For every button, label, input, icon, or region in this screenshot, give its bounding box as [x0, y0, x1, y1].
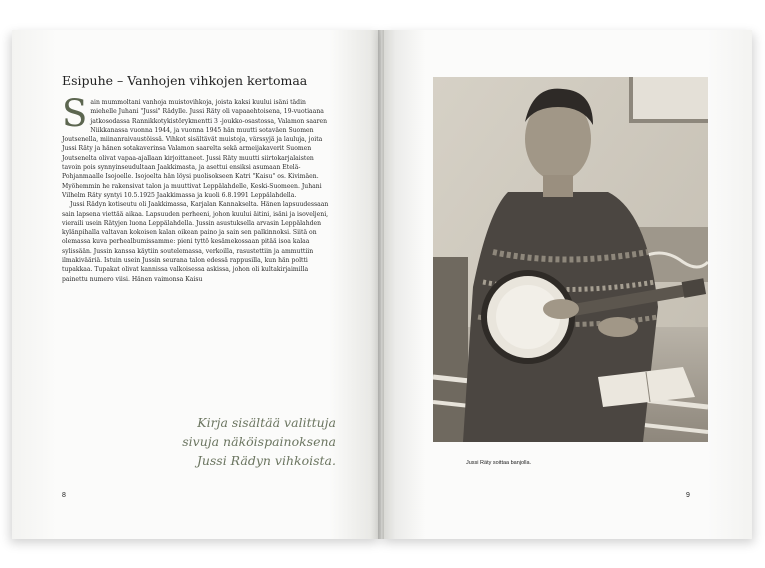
- photo-illustration: [433, 77, 708, 442]
- photo-banjo-player: [433, 77, 708, 442]
- quote-line-2: sivuja näköispainoksena: [182, 434, 336, 449]
- paragraph-1-text: ain mummoltani vanhoja muistovihkoja, joista kaksi kuului isäni tädin miehelle Juhani "Jussi" Rädylle. Jussi Räty oli vapaaehtoisena, 19-vuotiaana jatkosodassa Rannikkotykistörykmentti 3 -joukko-osastossa, Valamon saaren Niikkanassa vuonna 1944, ja vuonna 1945 hän muutti sotaväen Suomen Joutsenella, miinanraivaustöissä. Vihkot sisältävät muistoja, värssyjä ja lauluja, joita Jussi Räty ja hänen sotakaverinsa Valamon saarelta sekä armeijakaverit Suomen Joutsenelta olivat vapaa-ajallaan kirjoittaneet. Jussi Räty muutti siirtokarjalaisten tavoin pois synnyinseudultaan Jaakkimasta, ja asettui ensiksi asumaan Etelä-Pohjanmaalle Isojoelle. Isojoelta hän löysi puolisokseen Katri "Kaisu" os. Kivimäen. Myöhemmin he rakensivat talon ja muuttivat Leppälahdelle, Keski-Suomeen. Juhani Vilhelm Räty syntyi 10.5.1925 Jaakkimassa ja kuoli 6.8.1991 Leppälahdella.: [62, 99, 328, 199]
- photo-caption: Jussi Räty soittaa banjolla.: [466, 460, 532, 466]
- pull-quote: [150, 413, 336, 470]
- page-number-right: 9: [686, 492, 690, 499]
- book-gutter: [378, 30, 384, 539]
- quote-line-1: Kirja sisältää valittuja: [197, 415, 336, 430]
- paragraph-1: [62, 92, 332, 200]
- page-number-left: 8: [62, 492, 66, 499]
- body-text: [62, 92, 332, 284]
- chapter-heading: Esipuhe – Vanhojen vihkojen kertomaa: [62, 73, 308, 88]
- quote-line-3: Jussi Rädyn vihkoista.: [196, 453, 336, 468]
- paragraph-2: Jussi Rädyn kotiseutu oli Jaakkimassa, Karjalan Kannakselta. Hänen lapsuudessaan sain lapsena viettää aikaa. Lapsuuden perheeni, johon kuului äitini, isäni ja isoveljeni, vieraili usein Rätyjen luona Leppälahdella. Jussin asustuksella arvasin Leppälahden kylänpihalla valtavan kokoisen kalan oikean paino ja sain sen palkinnoksi. Siitä on olemassa kuva perhealbumissamme: pieni tyttö kesämekossaan pitää isoa kalaa sylissään. Jussin kanssa käytiin soutelemassa, verkoilla, rasustettiin ja ammuttiin ilmakivääriä. Istuin usein Jussin seurana talon edessä rappusilla, kun hän poltti tupakkaa. Tupakat olivat kannissa valkoisessa askissa, johon oli kultakirjaimilla painettu numero viisi. Hänen vaimonsa Kaisu: [62, 201, 329, 283]
- drop-cap: S: [62, 92, 88, 135]
